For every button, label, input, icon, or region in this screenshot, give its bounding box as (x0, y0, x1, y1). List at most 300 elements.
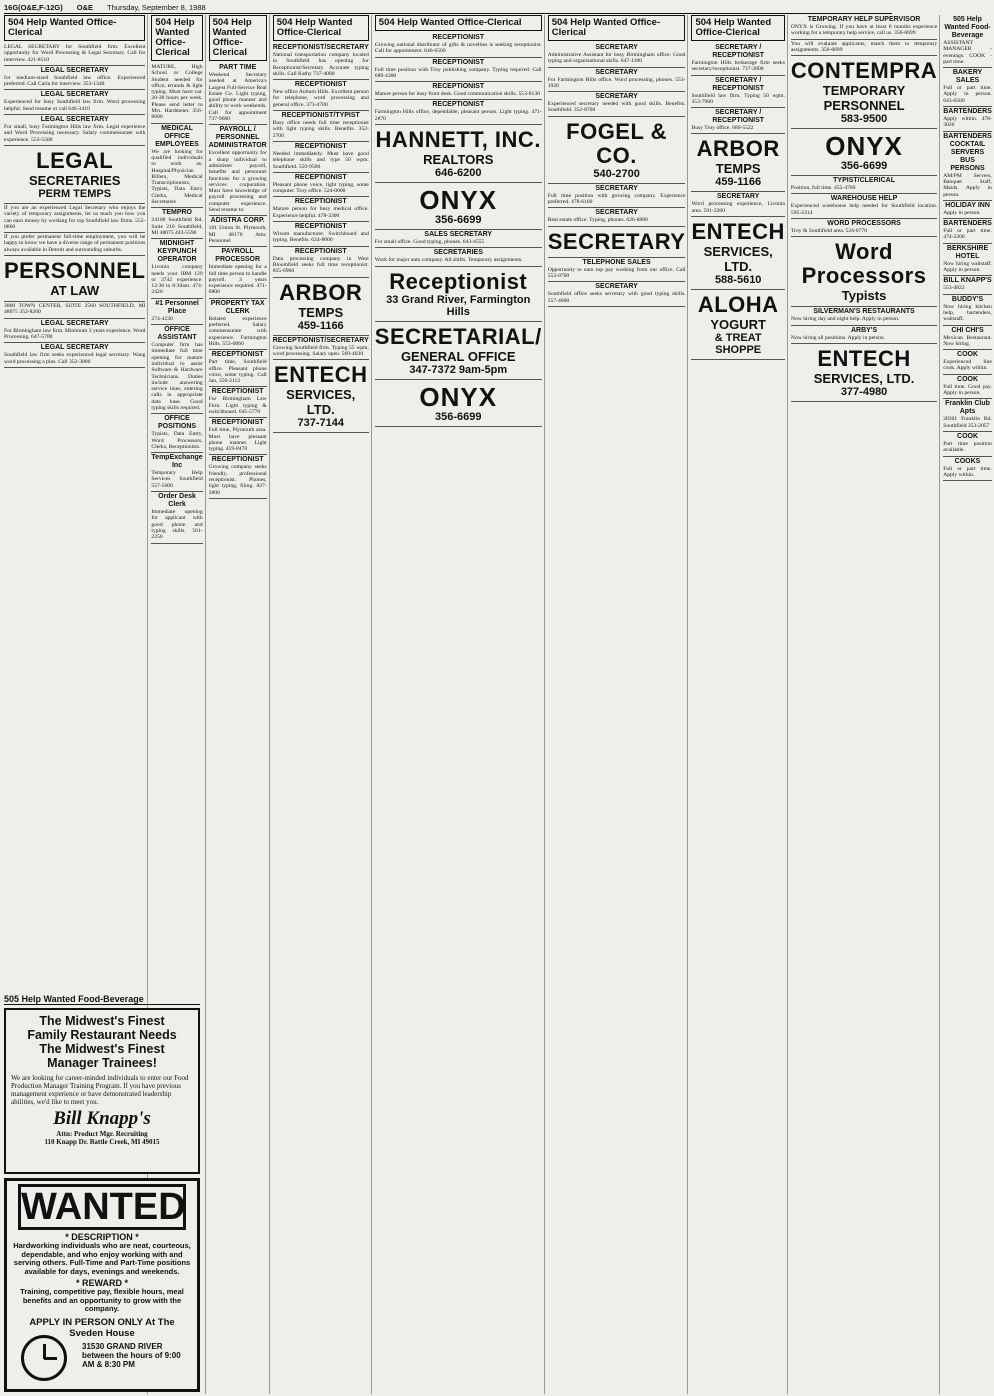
display-ad-line: Word Processors (801, 239, 927, 289)
ad-heading: OFFICE POSITIONS (157, 415, 197, 431)
ad-heading: SILVERMAN'S RESTAURANTS (813, 308, 915, 316)
classified-ad (791, 176, 937, 194)
ad-heading: TELEPHONE SALES (582, 258, 651, 266)
folio-paper-name: O&E (76, 3, 94, 12)
display-ad (273, 278, 369, 336)
ad-heading: RECEPTIONIST (294, 81, 347, 89)
classified-ad (151, 124, 202, 209)
classified-ad (209, 216, 267, 247)
wanted-reward: Training, competitive pay, flexible hours, meal benefits and an opportunity to grow with the company. (20, 1287, 184, 1313)
wanted-title: WANTED (18, 1184, 186, 1230)
display-ad-line: 459-1166 (297, 319, 344, 332)
ad-heading: RECEPTIONIST (211, 456, 264, 464)
ad-text: Mature person for busy medical office. Experience helpful. 478-3300 (272, 206, 369, 219)
classified-ad (273, 222, 369, 247)
classified-ad (4, 343, 145, 368)
ad-text: Administrative Assistant for busy Birmingham office. Good typing and organizational skills. 647-1100 (547, 52, 686, 65)
ad-text: 3000 TOWN CENTER, SUITE 2560 SOUTHFIELD, MI 48075 352-8260 (4, 303, 146, 316)
ad-text: Immediate opening for applicant with good phone and typing skills. 561-2250 (151, 509, 203, 541)
classified-ad (209, 350, 267, 387)
classified-ad (151, 492, 202, 543)
classified-ad (375, 82, 542, 100)
classified-ad (273, 197, 369, 222)
display-ad (791, 237, 937, 307)
display-ad (691, 217, 784, 290)
ad-text: Immediate opening for a full time person to handle payroll. 3 years experience required. 471-0800 (208, 264, 267, 296)
manager-ad-body: We are looking for career-minded individuals to enter our Food Production Manager Training Program. If you have previous management experience or have demonstrated leadership abilities, we'd like to meet you. (11, 1074, 189, 1106)
ad-heading: SECRETARY / RECEPTIONIST (712, 109, 765, 125)
ad-heading: SECRETARIES (433, 249, 483, 257)
manager-ad-title4: Manager Trainees! (47, 1056, 157, 1070)
ad-heading: RECEPTIONIST/TYPIST (281, 112, 360, 120)
display-ad-line: & TREAT SHOPPE (714, 332, 762, 357)
ad-text: Full or part time. Apply in person. 643-6500 (943, 85, 992, 104)
display-ad-line: 588-5610 (714, 274, 762, 287)
ad-text: Computer firm has immediate full time opening for mature individual to assist Software & Hardware Technicians. Duties include answering service lines, entering calls in appropriate data base. Good typing skills required. (151, 342, 203, 411)
ad-heading: LEGAL SECRETARY (40, 116, 109, 124)
ad-heading: RECEPTIONIST (432, 83, 485, 91)
classified-ad (273, 336, 369, 361)
ad-heading: WORD PROCESSORS (827, 220, 901, 228)
onyx-phone: 356-6699 (840, 160, 888, 173)
section-heading: 504 Help Wanted Office-Clerical (151, 15, 202, 61)
ad-heading: SECRETARY (595, 44, 638, 51)
classified-ad (4, 319, 145, 344)
display-ad-line: SERVICES, LTD. (703, 244, 773, 275)
onyx-ad (375, 183, 542, 230)
ad-heading: COOK (957, 432, 979, 440)
section-heading: 504 Help Wanted Office-Clerical (273, 15, 369, 41)
ad-heading: TYPIST/CLERICAL (833, 177, 895, 185)
display-ad (375, 322, 542, 380)
classified-ad (4, 233, 145, 256)
ad-heading: RECEPTIONIST (294, 198, 347, 206)
classified-ad (151, 325, 202, 414)
classified-ad (209, 125, 267, 216)
display-ad (4, 146, 145, 204)
display-ad (791, 344, 937, 402)
display-ad-line: ARBOR (696, 136, 780, 162)
classified-ad (151, 299, 202, 325)
ad-text: Farmington Hills office, dependable, pleasant person. Light typing. 471-2870 (374, 109, 542, 122)
ad-text: For Birmingham law firm. Minimum 3 years experience. Word Processing. 647-5700 (4, 327, 146, 340)
ad-text: ONYX is Growing. If you have at least 6 months experience working for a temporary help service, call us. 356-6699 (790, 24, 938, 37)
classified-ad (691, 108, 784, 134)
ad-text: If you prefer permanent full-time employment, you will be happy to know we have a diverse range of permanent positions always available in Detroit and surrounding suburbs. (4, 234, 146, 253)
display-ad (4, 256, 145, 302)
display-ad (273, 360, 369, 433)
classified-ad (151, 453, 202, 492)
ad-heading: WAREHOUSE HELP (830, 195, 898, 203)
classified-ad (943, 295, 992, 326)
display-ad-line: SERVICES, LTD. (813, 370, 915, 386)
classified-ad (4, 302, 145, 319)
classified-ad (548, 208, 686, 226)
ad-heading: RECEPTIONIST (211, 388, 264, 396)
classified-ad (943, 326, 992, 351)
classified-ad (209, 63, 267, 125)
ad-text: Farmington Hills brokerage firm seeks secretary/receptionist. 737-2800 (691, 60, 785, 73)
display-ad-line: 347-7372 9am-5pm (409, 363, 508, 376)
manager-trainee-ad (4, 1008, 200, 1174)
display-ad-line: ARBOR (279, 279, 363, 305)
classified-ad (548, 43, 686, 68)
display-ad (375, 125, 542, 183)
classified-ad (943, 244, 992, 277)
onyx-logo: ONYX (825, 131, 903, 162)
classified-ad (791, 194, 937, 219)
ad-text: Full time. Good pay. Apply in person. (943, 383, 992, 397)
classified-ad (375, 100, 542, 125)
display-ad-line: GENERAL OFFICE (400, 348, 516, 364)
classified-ad (273, 247, 369, 278)
wanted-reward-heading: * REWARD * (75, 1278, 128, 1288)
ad-heading: SECRETARY (595, 283, 638, 291)
manager-ad-title2: Family Restaurant Needs (27, 1028, 177, 1042)
ad-heading: OFFICE ASSISTANT (157, 326, 197, 342)
ad-heading: BARTENDERS (943, 220, 992, 228)
classified-ad (791, 15, 937, 40)
display-ad-line: ENTECH (274, 362, 368, 388)
ad-heading: PROPERTY TAX CLERK (210, 299, 265, 315)
clock-icon (21, 1335, 67, 1381)
ad-text: Opportunity to earn top pay working from our office. Call 553-0700 (547, 266, 686, 279)
classified-ad (273, 80, 369, 111)
ad-heading: TEMPRO (162, 209, 192, 217)
classified-ad (943, 15, 992, 68)
ad-text: Part time position available. (943, 440, 992, 454)
classified-ad (209, 247, 267, 298)
ad-text: 101 Union St. Plymouth, MI 48170 Attn: Personnel (208, 225, 267, 244)
display-ad (548, 117, 686, 184)
classified-ad (943, 457, 992, 482)
display-ad-line: ENTECH (817, 345, 911, 371)
ad-text: Experienced warehouse help needed for Southfield location. 595-2314 (790, 203, 938, 216)
classified-ad (548, 282, 686, 307)
display-ad-line: PERSONNEL (4, 258, 146, 284)
classified-column (375, 15, 545, 1394)
ad-text: Full or part time. 474-2200 (943, 228, 992, 241)
ad-text: New office Auburn Hills. Excellent person for telephone, word processing and general office. 373-4700 (272, 89, 369, 108)
ad-text: Growing Southfield firm. Typing 55 wpm, word processing. Salary open. 569-4030 (272, 344, 369, 357)
display-ad-line: FOGEL & CO. (566, 118, 668, 168)
display-ad-line: 377-4980 (840, 385, 888, 398)
classified-ad (943, 107, 992, 132)
classified-ad (791, 307, 937, 325)
ad-text: AM/PM Servers, Banquet Staff, Maids. Apply in person. (943, 172, 992, 198)
display-ad-line: SERVICES, LTD. (286, 387, 356, 418)
ad-text: Experienced secretary needed with good skills. Benefits. Southfield. 352-8700 (547, 101, 686, 114)
display-ad-line: LEGAL (36, 147, 114, 173)
ad-text: For small, busy Farmington Hills law firm. Legal experience and Word Processing necessary. Salary commensurate with experience. 553-5500 (4, 124, 146, 143)
ad-heading: #1 Personnel Place (155, 299, 199, 315)
ad-heading: SECRETARY (716, 193, 760, 201)
display-ad-line: TEMPS (715, 161, 761, 177)
ad-heading: RECEPTIONIST (432, 101, 485, 109)
ad-text: LEGAL SECRETARY for Southfield firm. Excellent opportunity for Word Processing & Legal Secretary. Call for interview. 421-8510 (4, 44, 146, 63)
ad-text: Experienced for busy Southfield law firm. Word processing helpful. Send resume or call 646-3410 (4, 99, 146, 112)
classified-ad (691, 43, 784, 76)
ad-heading: MIDNIGHT KEYPUNCH OPERATOR (157, 240, 197, 264)
classified-ad (943, 375, 992, 400)
display-ad-line: 459-1166 (715, 176, 762, 189)
ad-text: Word processing experience, Livonia area. 591-2200 (691, 201, 785, 214)
ad-text: Related experience preferred. Salary commensurate with experience. Farmington Hills. 553-0060 (208, 315, 267, 347)
ad-heading: RECEPTIONIST (211, 351, 264, 359)
ad-text: We are looking for qualified individuals to work as: Hospital/Physician Billers, Medical Transcriptionists, Typists, Data Entry Clerks, Medical Secretaries (151, 148, 203, 206)
ad-heading: TEMPORARY HELP SUPERVISOR (807, 16, 921, 23)
classified-ad (375, 230, 542, 248)
ad-heading: RECEPTIONIST (294, 173, 347, 181)
ad-heading: COOKS (954, 457, 981, 465)
classified-ad (943, 201, 992, 219)
classified-ad (375, 33, 542, 58)
ad-heading: BARTENDERS (943, 108, 992, 116)
ad-heading: RECEPTIONIST (211, 419, 264, 427)
classified-ad (375, 248, 542, 266)
classified-column (548, 15, 689, 1394)
ad-text: 274-4230 (151, 315, 173, 322)
ad-text: Apply within. 478-3020 (943, 116, 992, 129)
classified-ad (548, 258, 686, 283)
display-ad-line: 737-7144 (297, 417, 344, 430)
classified-ad (4, 66, 145, 91)
ad-heading: SECRETARY (595, 93, 638, 101)
manager-ad-attn: Attn: Product Mgr. Recruiting (56, 1130, 148, 1138)
ad-heading: LEGAL SECRETARY (40, 91, 109, 99)
ad-text: Part time, Southfield office. Pleasant phone voice, some typing. Call Jan, 356-2112 (208, 359, 267, 385)
ad-text: Data processing company in West Bloomfield seeks full time receptionist. 855-6900 (272, 255, 369, 275)
display-ad (548, 227, 686, 258)
display-ad-line: 540-2700 (593, 167, 640, 180)
page-folio (4, 2, 892, 14)
section-heading: 504 Help Wanted Office-Clerical (375, 15, 542, 31)
classified-column (209, 15, 270, 1394)
ad-text: Apply in person. (943, 209, 981, 216)
ad-heading: COOK (957, 375, 979, 383)
folio-date: Thursday, September 8, 1988 (107, 3, 206, 12)
ad-text: Mature person for busy front desk. Good communication skills. 553-8130 (374, 91, 540, 98)
ad-heading: SECRETARY (595, 184, 638, 192)
ad-heading: BARTENDERS COCKTAIL SERVERS BUS PERSONS (943, 132, 992, 172)
classified-ad (943, 399, 992, 432)
ad-text: For Birmingham Law Firm. Light typing & switchboard. 645-5770 (208, 396, 267, 415)
ad-heading: BAKERY SALES (952, 69, 983, 85)
ad-text: Experienced line cook. Apply within. (943, 359, 992, 372)
display-ad-line: 646-6200 (435, 167, 482, 180)
ad-text: Southfield office seeks secretary with good typing skills. 557-4000 (547, 291, 686, 304)
ad-text: Weekend Secretary needed at America's Largest Full-Service Real Estate Co. Light typing, good phone manner and ability to work weekends. Call for appointment 737-9600 (208, 72, 267, 123)
onyx-logo: ONYX (419, 185, 498, 216)
ad-text: National transportation company located in Southfield has opening for Receptionist/Secretary. Accurate typing skills. Call Kathy 737-4080 (272, 52, 369, 77)
wanted-address: 31530 GRAND RIVER between the hours of 9:00 AM & 8:30 PM (82, 1341, 181, 1369)
classified-ad (273, 142, 369, 173)
classified-ad (4, 43, 145, 66)
section-heading: 504 Help Wanted Office-Clerical (4, 15, 145, 41)
ad-heading: LEGAL SECRETARY (40, 66, 109, 74)
onyx-phone: 356-6699 (435, 410, 482, 423)
classified-ad (943, 350, 992, 375)
ad-text: Full or part time. Apply within. (943, 465, 992, 478)
section-heading: 504 Help Wanted Office-Clerical (691, 15, 784, 41)
ad-text: Busy Troy office. 689-5522 (691, 125, 754, 132)
ad-text: 28301 Franklin Rd. Southfield 353-2057 (943, 416, 992, 429)
ad-text: Wixom manufacturer. Switchboard and typing. Benefits. 624-8000 (272, 231, 369, 244)
wanted-ad (4, 1178, 200, 1392)
ad-text: Growing national distributor of gifts & novelties is seeking receptionist. Call for appointment. 646-6500 (374, 42, 542, 55)
manager-ad-title1: The Midwest's Finest (39, 1014, 165, 1028)
classified-column (691, 15, 787, 1394)
ad-heading: LEGAL SECRETARY (40, 344, 109, 352)
classified-ad (273, 173, 369, 198)
ad-text: Typists, Data Entry, Word Processors, Clerks, Receptionists. (151, 431, 203, 450)
folio-page-number: 16G(O&E,F-12G) (4, 3, 63, 12)
ad-text: Needed immediately. Must have good telephone skills and type 50 wpm. Southfield. 559-9500 (272, 150, 369, 170)
ad-text: Now hiring all positions. Apply in person. (790, 334, 886, 341)
ad-text: You will evaluate applicants, match them to temporary assignments. 356-6699 (790, 40, 938, 53)
ad-text: Pleasant phone voice, light typing, some computer. Troy office. 524-0000 (272, 181, 369, 195)
classified-ad (691, 192, 784, 217)
ad-text: Full time position with growing company. Experience preferred. 478-6160 (547, 192, 686, 206)
display-ad-line: ALOHA (697, 292, 779, 318)
ad-text: Busy office needs full time receptionist with light typing skills. Benefits. 352-2700 (272, 120, 369, 139)
display-ad-line: CONTEMPRA (790, 58, 938, 84)
ad-heading: 505 Help Wanted Food-Beverage (944, 16, 991, 39)
ad-text: Now hiring kitchen help, bartenders, waitstaff. (943, 303, 992, 323)
ad-heading: LEGAL SECRETARY (40, 319, 109, 327)
ad-text: MATURE, High School or College Student needed for office, errands & light typing. Must have car. 20-30 hours per week. Please send letter to Mrs. Hardmeier. 356-8000 (151, 64, 203, 121)
ad-text: Growing company seeks friendly, professional receptionist. Phones, light typing, filing. 827-3800 (208, 464, 267, 496)
manager-ad-title3: The Midwest's Finest (39, 1042, 165, 1056)
ad-text: Excellent opportunity for a sharp individual to administer payroll, benefits and personnel functions for a growing services corporation. Must have knowledge of payroll processing and computer experience. Send resume to: (208, 150, 267, 214)
ad-text: Full time, Plymouth area. Must have pleasant phone manner. Light typing. 459-8470 (208, 427, 267, 453)
classified-ad (151, 63, 202, 124)
ad-heading: RECEPTIONIST (432, 34, 485, 41)
ad-heading: MEDICAL OFFICE EMPLOYEES (155, 124, 199, 148)
display-ad (691, 290, 784, 360)
ad-text: For Farmington Hills office. Word processing, phones. 553-1920 (547, 76, 686, 89)
section-heading: 504 Help Wanted Office-Clerical (209, 15, 267, 61)
wanted-description: Hardworking individuals who are neat, courteous, dependable, and who enjoy working with and serving others. Full-Time and Part-Time positions available for days, evenings and weekends. (13, 1241, 191, 1276)
ad-text: Full time position with Troy publishing company. Typing required. Call 689-4300 (374, 66, 542, 79)
display-ad-line: 583-9500 (840, 113, 888, 126)
display-ad-line: AT LAW (50, 283, 100, 299)
ad-heading: SECRETARY (595, 68, 638, 76)
display-ad (375, 267, 542, 322)
onyx-phone: 356-6699 (435, 214, 482, 227)
display-ad-line: SECRETARY (547, 228, 686, 254)
section-heading: 504 Help Wanted Office-Clerical (548, 15, 686, 41)
ad-heading: ADISTRA CORP. (210, 217, 265, 225)
ad-heading: ARBY'S (850, 326, 878, 334)
classified-ad (209, 299, 267, 350)
ad-text: 553-4822 (943, 285, 965, 292)
wanted-apply: APPLY IN PERSON ONLY At The Sveden House (29, 1316, 175, 1339)
display-ad-line: YOGURT (710, 317, 766, 333)
ad-heading: RECEPTIONIST/SECRETARY (272, 44, 369, 51)
classified-ad (4, 115, 145, 146)
display-ad-line: SECRETARIAL/ (374, 323, 542, 349)
bill-knapps-logo: Bill Knapp's (53, 1108, 151, 1129)
ad-heading: Order Desk Clerk (158, 493, 196, 509)
classified-ad (4, 204, 145, 233)
manager-ad-address: 110 Knapp Dr. Battle Creek, MI 49015 (44, 1138, 160, 1146)
ad-heading: PAYROLL PROCESSOR (215, 248, 261, 264)
display-ad-line: Receptionist (389, 268, 528, 294)
classified-ad (791, 40, 937, 57)
display-ad-line: Typists (841, 288, 887, 304)
classified-ad (791, 219, 937, 237)
ad-text: ASSISTANT MANAGER - evenings. COOK - part time. (943, 40, 992, 65)
ad-text: Southfield law firm. Typing 50 wpm. 353-7900 (691, 92, 785, 105)
classified-ad (943, 132, 992, 201)
display-ad-line: SECRETARIES (28, 172, 121, 188)
classified-ad (273, 43, 369, 80)
ad-text: 24100 Southfield Rd. Suite 210 Southfield, MI 48075 443-5590 (151, 217, 203, 236)
ad-heading: TempExchange Inc (151, 454, 203, 470)
classified-ad (209, 387, 267, 418)
classified-ad (4, 90, 145, 115)
ad-heading: BERKSHIRE HOTEL (946, 244, 989, 260)
ad-text: Now hiring waitstaff. Apply in person. (943, 260, 992, 274)
ad-heading: RECEPTIONIST (294, 247, 347, 255)
onyx-logo: ONYX (419, 381, 498, 412)
classified-ad (548, 92, 686, 117)
ad-heading: PAYROLL / PERSONNEL ADMINISTRATOR (208, 126, 267, 150)
ad-text: Temporary Help Services Southfield 557-5600 (151, 470, 203, 489)
ad-heading: RECEPTIONIST (294, 223, 347, 231)
ad-heading: RECEPTIONIST/SECRETARY (272, 336, 369, 344)
classified-column (943, 15, 994, 1394)
onyx-ad (375, 380, 542, 427)
ad-heading: COOK (957, 351, 979, 359)
ad-heading: SECRETARY / RECEPTIONIST (712, 44, 765, 59)
food-section-heading: 505 Help Wanted Food-Beverage (4, 994, 200, 1005)
ad-text: Real estate office. Typing, phones. 626-8800 (547, 217, 648, 224)
classified-ad (943, 68, 992, 107)
ad-heading: CHI CHI'S (951, 326, 984, 334)
ad-text: If you are an experienced Legal Secretary who enjoys the variety of temporary assignments, let us teach you how you can earn money by working for top Southfield law firms. 552-0660 (4, 204, 146, 230)
classified-ad (791, 326, 937, 344)
ad-heading: SECRETARY / RECEPTIONIST (712, 76, 765, 92)
classified-ad (548, 68, 686, 93)
ad-heading: HOLIDAY INN (945, 201, 990, 209)
ad-text: For small office. Good typing, phones. 643-4555 (374, 239, 485, 246)
ad-heading: RECEPTIONIST (294, 142, 347, 150)
ad-heading: PART TIME (219, 64, 257, 71)
display-ad-line: ENTECH (691, 219, 785, 245)
classified-ad (151, 414, 202, 453)
ad-text: Position, full time. 455-4700 (790, 185, 856, 192)
display-ad (791, 56, 937, 129)
display-ad-line: HANNETT, INC. (375, 127, 541, 153)
classified-ad (151, 208, 202, 239)
ad-heading: SALES SECRETARY (424, 231, 493, 239)
classified-ad (375, 58, 542, 83)
classified-ad (943, 276, 992, 294)
display-ad-line: REALTORS (423, 152, 494, 168)
ad-text: Work for major auto company. All shifts. Temporary assignments. (374, 257, 523, 264)
classified-ad (548, 184, 686, 209)
classified-ad (943, 219, 992, 244)
ad-text: Mexican Restaurant. Now hiring. (943, 334, 992, 347)
display-ad (691, 134, 784, 192)
ad-heading: BUDDY'S (951, 295, 984, 303)
display-ad-line: TEMPORARY PERSONNEL (822, 83, 906, 114)
ad-text: for medium-sized Southfield law office. Experienced preferred. Call Carla for interview. 353-1340 (4, 74, 146, 88)
ad-text: Southfield law firm seeks experienced legal secretary. Wang word processing a plus. Call 352-3800 (4, 352, 146, 365)
ad-heading: Franklin Club Apts (945, 400, 990, 416)
